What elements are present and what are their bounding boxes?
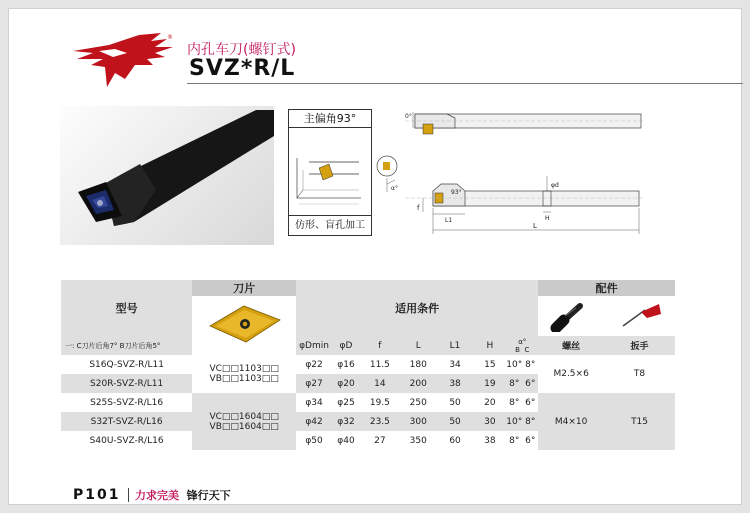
head-alpha-label: α° xyxy=(518,337,527,346)
cell-screw: M2.5×6 xyxy=(538,355,604,393)
insert-image-cell xyxy=(192,296,296,355)
cell-f: 27 xyxy=(360,431,400,450)
cell-b: 8° xyxy=(506,431,522,450)
table-row xyxy=(61,355,675,374)
cell-h: 19 xyxy=(473,374,506,393)
head-b: B xyxy=(515,345,520,354)
table-row xyxy=(61,393,675,412)
head-f: f xyxy=(360,336,400,355)
col-accessories: 配件 xyxy=(538,280,675,296)
footer-slogan xyxy=(135,487,231,503)
insert-code: VB□□1103□□ xyxy=(209,374,279,384)
cell-d: φ16 xyxy=(332,355,360,374)
head-dmin: φDmin xyxy=(296,336,332,355)
cell-f: 23.5 xyxy=(360,412,400,431)
insert-code: VB□□1604□□ xyxy=(209,421,279,432)
cell-dmin: φ42 xyxy=(296,412,332,431)
cell-l1: 38 xyxy=(437,374,474,393)
slogan-part-a: 力求完美 xyxy=(135,489,179,502)
row-model: S20R-SVZ-R/L11 xyxy=(61,374,192,393)
drawing-label-93: 93° xyxy=(451,189,462,196)
cell-wrench: T15 xyxy=(604,393,675,450)
approach-angle-title: 主偏角93° xyxy=(289,110,371,128)
cell-d: φ25 xyxy=(332,393,360,412)
approach-angle-box xyxy=(288,109,372,236)
page-number: P101 xyxy=(73,487,121,503)
svg-text:®: ® xyxy=(167,34,173,41)
insert-code: VC□□1604□□ xyxy=(209,411,279,422)
spec-table xyxy=(61,280,675,450)
cell-c: 8° xyxy=(522,355,538,374)
cell-d: φ20 xyxy=(332,374,360,393)
cell-l1: 50 xyxy=(437,412,474,431)
dimension-drawing xyxy=(375,104,645,244)
head-d: φD xyxy=(332,336,360,355)
wrench-image xyxy=(615,298,665,332)
catalog-page xyxy=(8,8,742,505)
drawing-label-h: H xyxy=(545,215,550,222)
cell-h: 38 xyxy=(473,431,506,450)
header-divider xyxy=(187,83,743,84)
cell-c: 6° xyxy=(522,374,538,393)
head-screw: 螺丝 xyxy=(538,336,604,355)
product-code: SVZ*R/L xyxy=(189,56,296,81)
row-model: S32T-SVZ-R/L16 xyxy=(61,412,192,431)
head-alpha xyxy=(506,336,538,355)
drawing-label-zero: 0° xyxy=(405,113,412,120)
application-note: 仿形、盲孔加工 xyxy=(289,215,371,235)
cell-b: 8° xyxy=(506,374,522,393)
head-l1: L1 xyxy=(437,336,474,355)
cell-d: φ40 xyxy=(332,431,360,450)
head-wrench: 扳手 xyxy=(604,336,675,355)
insert-code: VC□□1103□□ xyxy=(209,364,279,374)
screw-image-cell xyxy=(538,296,604,336)
cell-l1: 60 xyxy=(437,431,474,450)
cell-dmin: φ34 xyxy=(296,393,332,412)
screw-image xyxy=(546,298,596,332)
slogan-part-b: 锋行天下 xyxy=(186,489,231,502)
cell-dmin: φ22 xyxy=(296,355,332,374)
insert-image xyxy=(204,302,284,346)
cell-f: 14 xyxy=(360,374,400,393)
cell-c: 8° xyxy=(522,412,538,431)
drawing-label-l: L xyxy=(533,222,537,230)
col-model: 型号 xyxy=(61,280,192,336)
row-model: S40U-SVZ-R/L16 xyxy=(61,431,192,450)
cell-screw: M4×10 xyxy=(538,393,604,450)
cell-l1: 34 xyxy=(437,355,474,374)
col-insert: 刀片 xyxy=(192,280,296,296)
cell-d: φ32 xyxy=(332,412,360,431)
cell-dmin: φ27 xyxy=(296,374,332,393)
insert-group-0 xyxy=(192,355,296,393)
cell-l1: 50 xyxy=(437,393,474,412)
cell-c: 6° xyxy=(522,393,538,412)
cell-b: 10° xyxy=(506,412,522,431)
cell-l: 300 xyxy=(400,412,437,431)
cell-f: 11.5 xyxy=(360,355,400,374)
cell-c: 6° xyxy=(522,431,538,450)
drawing-label-f: f xyxy=(417,204,420,212)
cell-h: 30 xyxy=(473,412,506,431)
head-h: H xyxy=(473,336,506,355)
eagle-logo xyxy=(69,31,177,91)
cell-l: 200 xyxy=(400,374,437,393)
cell-l: 350 xyxy=(400,431,437,450)
cell-h: 15 xyxy=(473,355,506,374)
drawing-label-phid: φd xyxy=(551,182,559,189)
row-model: S25S-SVZ-R/L16 xyxy=(61,393,192,412)
model-note: 一: C刀片后角7° B刀片后角5° xyxy=(61,336,192,355)
cell-l: 180 xyxy=(400,355,437,374)
cell-dmin: φ50 xyxy=(296,431,332,450)
col-conditions: 适用条件 xyxy=(296,280,538,336)
insert-group-1 xyxy=(192,393,296,450)
head-c: C xyxy=(524,345,530,354)
cell-f: 19.5 xyxy=(360,393,400,412)
angle-diagram xyxy=(289,128,371,214)
cell-b: 8° xyxy=(506,393,522,412)
drawing-label-l1: L1 xyxy=(445,217,453,224)
cell-l: 250 xyxy=(400,393,437,412)
head-l: L xyxy=(400,336,437,355)
wrench-image-cell xyxy=(604,296,675,336)
cell-h: 20 xyxy=(473,393,506,412)
row-model: S16Q-SVZ-R/L11 xyxy=(61,355,192,374)
drawing-label-alpha: α° xyxy=(391,185,398,192)
cell-wrench: T8 xyxy=(604,355,675,393)
cell-b: 10° xyxy=(506,355,522,374)
tool-photo xyxy=(60,106,274,245)
footer-divider xyxy=(128,488,129,502)
product-title-cn: 内孔车刀(螺钉式) xyxy=(187,42,296,58)
